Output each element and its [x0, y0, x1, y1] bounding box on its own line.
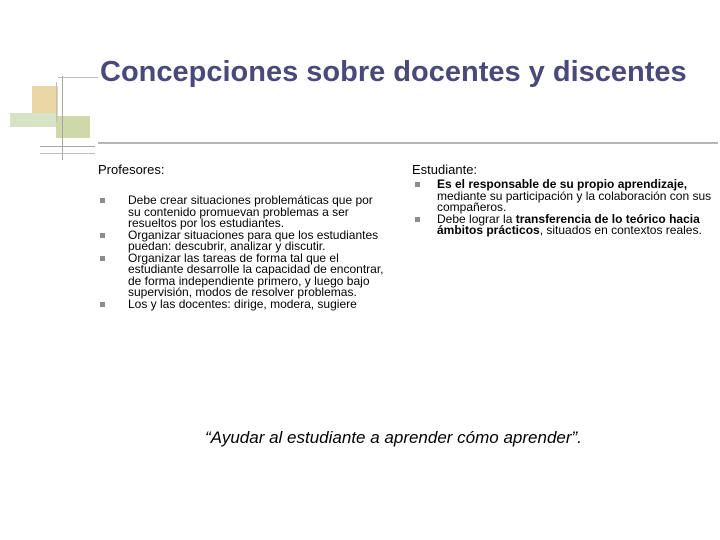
- slide-title: Concepciones sobre docentes y discentes: [100, 56, 687, 88]
- list-item: [98, 195, 388, 230]
- list-item-text: , situados en contextos reales.: [539, 223, 702, 237]
- list-item: [412, 179, 712, 214]
- decor-horizontal-line: [40, 146, 95, 147]
- square-bullet-icon: [415, 217, 420, 222]
- decor-horizontal-line: [40, 153, 95, 154]
- decor-vertical-line: [62, 76, 63, 160]
- title-underline: [98, 142, 718, 144]
- list-item-text: Los y las docentes: dirige, modera, sugiere: [128, 296, 357, 311]
- square-bullet-icon: [100, 256, 105, 261]
- decor-vertical-line: [56, 82, 57, 122]
- list-item-text: mediante su participación y la colaboración con sus compañeros.: [437, 188, 712, 214]
- list-item-bold-text: Es el responsable de su propio aprendizaje,: [437, 177, 688, 191]
- list-item: [98, 250, 388, 299]
- list-item-text: Debe lograr la: [437, 211, 516, 226]
- closing-quote: “Ayudar al estudiante a aprender cómo aprender”.: [205, 428, 582, 447]
- square-bullet-icon: [415, 182, 420, 187]
- list-item: [98, 227, 388, 253]
- list-item: [412, 211, 712, 237]
- estudiante-column: [412, 163, 712, 237]
- estudiante-list: [412, 179, 712, 237]
- square-bullet-icon: [100, 233, 105, 238]
- profesores-column: [98, 163, 388, 310]
- profesores-list: [98, 195, 388, 310]
- list-item: [98, 296, 388, 311]
- list-item-text: Organizar las tareas de forma tal que el estudiante desarrolle la capacidad de encontrar, de forma independiente primero, y luego bajo supervisión, modos de resolver problemas.: [128, 250, 384, 299]
- square-bullet-icon: [100, 302, 105, 307]
- estudiante-heading: Estudiante:: [412, 162, 478, 177]
- profesores-heading: Profesores:: [98, 162, 165, 177]
- list-item-text: Debe crear situaciones problemáticas que por su contenido promuevan problemas a ser resueltos por los estudiantes.: [128, 193, 373, 230]
- decor-square-light-green: [10, 113, 58, 127]
- square-bullet-icon: [100, 198, 105, 203]
- decor-horizontal-line: [58, 77, 98, 78]
- decor-square-tan: [32, 86, 58, 114]
- list-item-text: Organizar situaciones para que los estudiantes puedan: descubrir, analizar y discutir.: [128, 227, 379, 253]
- list-item-bold-text: transferencia de lo teórico hacia ámbitos prácticos: [437, 211, 700, 237]
